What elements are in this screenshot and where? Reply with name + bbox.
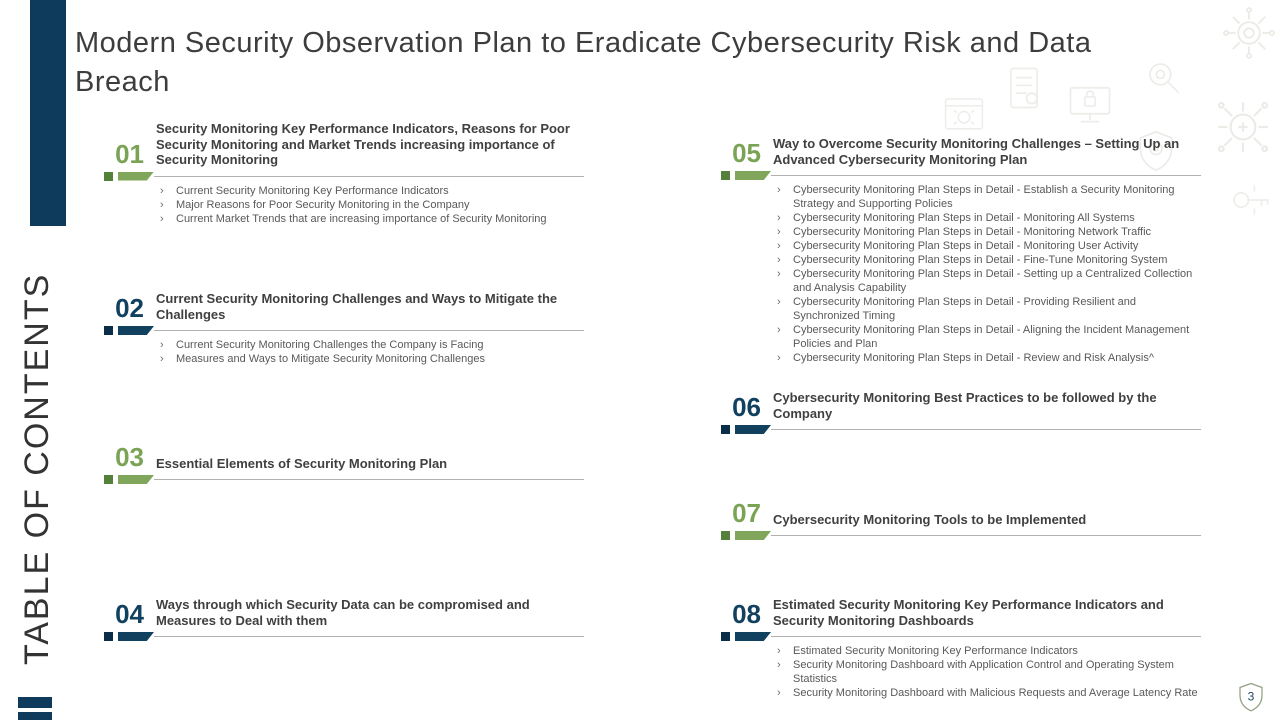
marker-bar: [118, 475, 154, 484]
chevron-bullet-icon: ›: [160, 339, 164, 351]
marker-bar: [735, 632, 771, 641]
chevron-bullet-icon: ›: [777, 212, 781, 224]
section-number: 01: [115, 138, 144, 169]
divider-line: [771, 636, 1201, 637]
chevron-bullet-icon: ›: [160, 212, 164, 225]
section-bullet-list: [777, 644, 1201, 700]
chevron-bullet-icon: ›: [160, 353, 164, 365]
section-number: 04: [115, 599, 144, 629]
section-title: Estimated Security Monitoring Key Performance Indicators and Security Monitoring Dashboards: [773, 597, 1164, 628]
list-item: › Cybersecurity Monitoring Plan Steps in Detail - Fine-Tune Monitoring System: [777, 254, 1168, 266]
chevron-bullet-icon: ›: [777, 324, 781, 336]
shield-page-number-icon: [1238, 682, 1264, 712]
marker-square: [721, 632, 730, 641]
divider-line: [154, 636, 584, 637]
marker-bar: [118, 172, 154, 181]
section-underline: [721, 425, 1201, 434]
list-item: › Cybersecurity Monitoring Plan Steps in Detail - Establish a Security Monitoring Strategy and Supporting Policies: [777, 184, 1175, 210]
chevron-bullet-icon: ›: [777, 240, 781, 252]
chevron-bullet-icon: ›: [160, 198, 164, 211]
chevron-bullet-icon: ›: [777, 268, 781, 280]
virus-icon: [1222, 6, 1276, 60]
marker-bar: [118, 632, 154, 641]
list-item: › Measures and Ways to Mitigate Security Monitoring Challenges: [160, 353, 485, 365]
bottom-left-accent-bar: [18, 697, 52, 708]
toc-section-07: [721, 500, 1201, 540]
section-underline: [721, 531, 1201, 540]
section-number: 02: [115, 293, 144, 323]
chevron-bullet-icon: ›: [777, 352, 781, 364]
toc-section-01: [104, 121, 584, 226]
toc-section-02: [104, 291, 584, 366]
marker-square: [104, 172, 113, 181]
marker-square: [104, 326, 113, 335]
list-item: › Major Reasons for Poor Security Monitoring in the Company: [160, 198, 470, 211]
section-number: 06: [732, 392, 761, 422]
list-item: › Cybersecurity Monitoring Plan Steps in Detail - Providing Resilient and Synchronized Timing: [777, 296, 1136, 322]
page-title: Modern Security Observation Plan to Eradicate Cybersecurity Risk and Data Breach: [75, 27, 1092, 98]
list-item: › Current Security Monitoring Key Performance Indicators: [160, 184, 449, 197]
section-underline: [104, 326, 584, 335]
toc-section-08: [721, 597, 1201, 700]
virus-icon: [1212, 96, 1274, 158]
top-left-accent-bar: [30, 0, 66, 226]
chevron-bullet-icon: ›: [777, 254, 781, 266]
marker-bar: [118, 326, 154, 335]
list-item: › Cybersecurity Monitoring Plan Steps in Detail - Monitoring Network Traffic: [777, 226, 1152, 238]
section-title: Cybersecurity Monitoring Best Practices to be followed by the Company: [773, 390, 1157, 421]
divider-line: [154, 479, 584, 480]
marker-bar: [735, 171, 771, 180]
divider-line: [771, 535, 1201, 536]
section-number: 07: [732, 498, 761, 528]
section-bullet-list: [160, 184, 584, 226]
toc-section-05: [721, 136, 1201, 365]
chevron-bullet-icon: ›: [777, 659, 781, 671]
marker-bar: [735, 531, 771, 540]
section-underline: [104, 172, 584, 181]
chevron-bullet-icon: ›: [777, 687, 781, 699]
chevron-bullet-icon: ›: [160, 184, 164, 197]
chevron-bullet-icon: ›: [777, 226, 781, 238]
section-title: Way to Overcome Security Monitoring Challenges – Setting Up an Advanced Cybersecurity Monitoring Plan: [773, 136, 1180, 167]
marker-bar: [735, 425, 771, 434]
list-item: › Current Security Monitoring Challenges the Company is Facing: [160, 339, 484, 351]
section-number: 08: [732, 599, 761, 629]
marker-square: [721, 425, 730, 434]
page-number: 3: [1247, 689, 1255, 704]
section-number: 03: [115, 442, 144, 472]
list-item: › Current Market Trends that are increasing importance of Security Monitoring: [160, 212, 547, 225]
section-title: Ways through which Security Data can be compromised and Measures to Deal with them: [156, 597, 530, 628]
chevron-bullet-icon: ›: [777, 645, 781, 657]
toc-section-04: [104, 597, 584, 641]
section-underline: [721, 171, 1201, 180]
section-number: 05: [732, 138, 761, 168]
section-title: Current Security Monitoring Challenges and Ways to Mitigate the Challenges: [156, 291, 558, 322]
toc-section-06: [721, 390, 1201, 434]
divider-line: [771, 175, 1201, 176]
bottom-left-accent-bar: [18, 712, 52, 720]
marker-square: [104, 632, 113, 641]
section-underline: [104, 475, 584, 484]
divider-line: [154, 330, 584, 331]
list-item: › Cybersecurity Monitoring Plan Steps in Detail - Monitoring User Activity: [777, 240, 1139, 252]
section-title: Essential Elements of Security Monitoring Plan: [156, 455, 448, 471]
list-item: › Cybersecurity Monitoring Plan Steps in Detail - Aligning the Incident Management Policies and Plan: [777, 324, 1190, 350]
list-item: › Cybersecurity Monitoring Plan Steps in Detail - Setting up a Centralized Collection and Analysis Capability: [777, 268, 1193, 294]
divider-line: [154, 176, 584, 177]
marker-square: [104, 475, 113, 484]
list-item: › Cybersecurity Monitoring Plan Steps in Detail - Monitoring All Systems: [777, 212, 1135, 224]
section-title: Security Monitoring Key Performance Indicators, Reasons for Poor Security Monitoring and Market Trends increasing importance of Security Monitoring: [156, 121, 570, 167]
key-icon: [1226, 176, 1278, 224]
list-item: › Estimated Security Monitoring Key Performance Indicators: [777, 645, 1078, 657]
marker-square: [721, 171, 730, 180]
list-item: › Security Monitoring Dashboard with Application Control and Operating System Statistics: [777, 659, 1174, 685]
section-bullet-list: [777, 183, 1201, 365]
list-item: › Security Monitoring Dashboard with Malicious Requests and Average Latency Rate: [777, 687, 1198, 699]
chevron-bullet-icon: ›: [777, 296, 781, 308]
section-underline: [721, 632, 1201, 641]
divider-line: [771, 429, 1201, 430]
vertical-section-label: TABLE OF CONTENTS: [18, 272, 56, 665]
section-title: Cybersecurity Monitoring Tools to be Implemented: [773, 511, 1087, 527]
chevron-bullet-icon: ›: [777, 184, 781, 196]
section-bullet-list: [160, 338, 584, 366]
section-underline: [104, 632, 584, 641]
marker-square: [721, 531, 730, 540]
toc-section-03: [104, 444, 584, 484]
list-item: › Cybersecurity Monitoring Plan Steps in Detail - Review and Risk Analysis^: [777, 352, 1154, 364]
